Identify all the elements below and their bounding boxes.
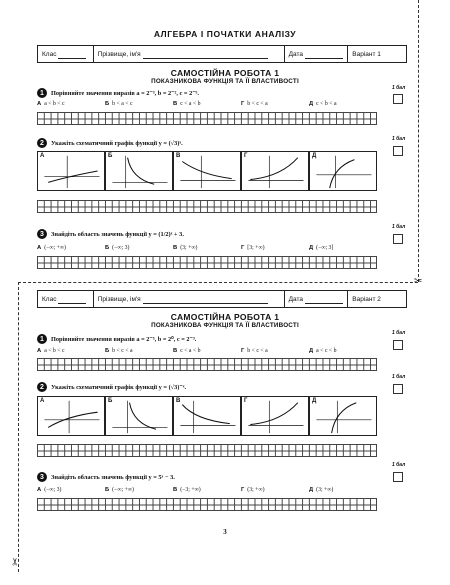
- student-header-2: [37, 290, 407, 308]
- graph-option-a[interactable]: А: [38, 152, 106, 190]
- graph-e-plot: [310, 152, 376, 190]
- answer-grid[interactable]: [37, 256, 377, 269]
- student-header-1: [37, 45, 407, 63]
- page-number: 3: [223, 528, 227, 536]
- cut-line: [18, 282, 418, 283]
- graph-e-plot: [310, 397, 376, 435]
- answer-grid[interactable]: [37, 444, 377, 457]
- graph-option-d[interactable]: Г: [242, 397, 310, 435]
- graph-a-plot: [38, 397, 104, 435]
- graph-b-plot: [106, 152, 172, 190]
- work1-task2: 2 Укажіть схематичний графік функції y = (√3)ˣ.: [37, 138, 183, 148]
- graph-d-plot: [242, 152, 308, 190]
- score-label: 1 бал: [392, 462, 406, 468]
- score-box[interactable]: [393, 384, 403, 394]
- graph-d-plot: [242, 397, 308, 435]
- variant-label: Варіант 1: [352, 50, 381, 58]
- score-label: 1 бал: [392, 136, 406, 142]
- variant-label: Варіант 2: [352, 295, 381, 303]
- graph-option-b[interactable]: Б: [106, 397, 174, 435]
- cut-line-vertical-top: [418, 0, 419, 282]
- score-box[interactable]: [393, 340, 403, 350]
- work2-task2: 2 Укажіть схематичний графік функції y = (√3)⁻ˣ.: [37, 382, 186, 392]
- score-label: 1 бал: [392, 374, 406, 380]
- graph-c-plot: [174, 152, 240, 190]
- graph-a-plot: [38, 152, 104, 190]
- graph-option-b[interactable]: Б: [106, 152, 174, 190]
- work1-task3-options: А (−∞; +∞) Б (−∞; 3) В (3; +∞) Г [3; +∞) Д (−∞; 3]: [37, 245, 334, 251]
- work2-task3-options: А (−∞; 3) Б (−∞; +∞) В (−3; +∞) Г (3; +∞) Д (3; +∞): [37, 487, 334, 493]
- graph-c-plot: [174, 397, 240, 435]
- date-field[interactable]: Дата: [285, 46, 349, 62]
- work1-graph-options: [37, 151, 377, 191]
- class-field[interactable]: Клас: [38, 46, 94, 62]
- score-box[interactable]: [393, 234, 403, 244]
- answer-grid[interactable]: [37, 498, 377, 511]
- name-field[interactable]: Прізвище, ім'я: [94, 46, 285, 62]
- work2-task1-options: А a < b < c Б b < c < a В c < a < b Г b < c < a Д a < c < b: [37, 348, 337, 354]
- score-label: 1 бал: [392, 330, 406, 336]
- work2-title: САМОСТІЙНА РОБОТА 1 ПОКАЗНИКОВА ФУНКЦІЯ ТА ЇЇ ВЛАСТИВОСТІ: [151, 312, 299, 329]
- score-box[interactable]: [393, 146, 403, 156]
- date-field[interactable]: Дата: [285, 291, 349, 307]
- work2-graph-options: [37, 396, 377, 436]
- class-field[interactable]: Клас: [38, 291, 94, 307]
- score-label: 1 бал: [392, 85, 406, 91]
- graph-option-e[interactable]: Д: [310, 152, 376, 190]
- graph-option-d[interactable]: Г: [242, 152, 310, 190]
- work2-task1: 1 Порівняйте значення виразів a = 2⁻⁵, b = 2⁰, c = 2⁻³.: [37, 334, 196, 344]
- graph-b-plot: [106, 397, 172, 435]
- scissors-icon: ✂: [10, 557, 22, 566]
- score-box[interactable]: [393, 94, 403, 104]
- work2-task3: 3 Знайдіть область значень функції y = 5ˣ − 3.: [37, 472, 175, 482]
- work1-task3: 3 Знайдіть область значень функції y = (1/2)ˣ + 3.: [37, 229, 184, 239]
- page-title: АЛГЕБРА І ПОЧАТКИ АНАЛІЗУ: [153, 29, 297, 39]
- score-label: 1 бал: [392, 224, 406, 230]
- score-box[interactable]: [393, 472, 403, 482]
- answer-grid[interactable]: [37, 200, 377, 213]
- graph-option-e[interactable]: Д: [310, 397, 376, 435]
- graph-option-c[interactable]: В: [174, 397, 242, 435]
- work1-task1-options: А a < b < c Б b < a < c В c < a < b Г b < c < a Д c < b < a: [37, 101, 337, 107]
- name-field[interactable]: Прізвище, ім'я: [94, 291, 285, 307]
- answer-grid[interactable]: [37, 112, 377, 125]
- scissors-icon: ✂: [414, 276, 423, 287]
- work1-task1: 1 Порівняйте значення виразів a = 2⁻³, b = 2⁻², c = 2⁻⁵.: [37, 88, 199, 98]
- graph-option-c[interactable]: В: [174, 152, 242, 190]
- work1-title: САМОСТІЙНА РОБОТА 1 ПОКАЗНИКОВА ФУНКЦІЯ ТА ЇЇ ВЛАСТИВОСТІ: [151, 68, 299, 85]
- answer-grid[interactable]: [37, 358, 377, 371]
- graph-option-a[interactable]: А: [38, 397, 106, 435]
